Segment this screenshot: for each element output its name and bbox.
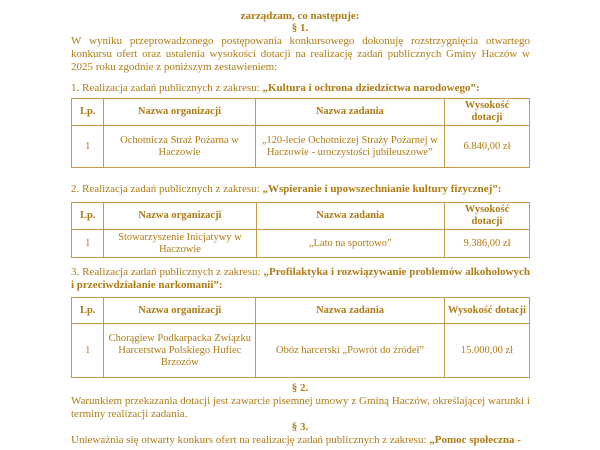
section-2-text: Warunkiem przekazania dotacji jest zawarcie pisemnej umowy z Gminą Haczów, określającej warunki i terminy realizacji zadania.	[71, 395, 530, 420]
item-1-title	[71, 82, 530, 95]
item-3-title	[71, 266, 530, 292]
col-task: Nazwa zadania	[256, 298, 445, 324]
cell-task: Obóz harcerski „Powrót do źródeł”	[256, 324, 445, 378]
table-2	[71, 202, 530, 258]
section-3-text	[71, 434, 530, 447]
cell-org: Ochotnicza Straż Pożarna w Haczowie	[104, 126, 255, 168]
cell-lp: 1	[72, 324, 104, 378]
col-org: Nazwa organizacji	[104, 203, 256, 230]
paragraph-1: W wyniku przeprowadzonego postępowania konkursowego dokonuję rozstrzygnięcia otwartego konkursu ofert oraz ustalenia wysokości dotacji na realizację zadań publicznych Gminy Haczów w 2025 roku zgodnie z poniższym zestawieniem:	[71, 35, 530, 73]
col-amount: Wysokość dotacji	[444, 298, 529, 324]
intro-line: zarządzam, co następuje:	[240, 10, 360, 22]
table-1	[71, 98, 530, 168]
section-3-prefix: Unieważnia się otwarty konkurs ofert na realizację zadań publicznych z zakresu:	[71, 434, 430, 446]
col-amount: Wysokość dotacji	[445, 99, 530, 126]
item-2-prefix: 2. Realizacja zadań publicznych z zakresu:	[71, 183, 263, 195]
cell-org: Chorągiew Podkarpacka Związku Harcerstwa Polskiego Hufiec Brzozów	[104, 324, 256, 378]
col-lp: Lp.	[72, 203, 104, 230]
table-3	[71, 297, 530, 378]
cell-amount: 15.000,00 zł	[444, 324, 529, 378]
col-lp: Lp.	[72, 99, 104, 126]
cell-amount: 9.386,00 zł	[445, 230, 530, 258]
item-1-area: „Kultura i ochrona dziedzictwa narodowego”:	[262, 82, 480, 94]
item-3-prefix: 3. Realizacja zadań publicznych z zakresu:	[71, 266, 264, 278]
col-org: Nazwa organizacji	[104, 298, 256, 324]
cell-lp: 1	[72, 126, 104, 168]
col-lp: Lp.	[72, 298, 104, 324]
col-task: Nazwa zadania	[256, 203, 445, 230]
item-1-prefix: 1. Realizacja zadań publicznych z zakresu:	[71, 82, 263, 94]
item-2-title	[71, 183, 530, 196]
cell-lp: 1	[72, 230, 104, 258]
section-3-bold: „Pomoc społeczna -	[429, 434, 521, 446]
table-row	[72, 230, 530, 258]
cell-task: „120-lecie Ochotniczej Straży Pożarnej w Haczowie - uroczystości jubileuszowe”	[255, 126, 444, 168]
item-2-area: „Wspieranie i upowszechnianie kultury fizycznej”:	[262, 183, 502, 195]
cell-amount: 6.840,00 zł	[445, 126, 530, 168]
section-3-heading: § 3.	[291, 421, 309, 433]
table-row	[72, 126, 530, 168]
col-amount: Wysokość dotacji	[445, 203, 530, 230]
item-3-area: „Profilaktyka i rozwiązywanie problemów alkoholowych i przeciwdziałanie narkomanii”:	[71, 266, 530, 291]
section-1-heading: § 1.	[291, 22, 309, 34]
cell-task: „Lato na sportowo”	[256, 230, 445, 258]
col-task: Nazwa zadania	[255, 99, 444, 126]
table-row	[72, 324, 530, 378]
section-2-heading: § 2.	[291, 382, 309, 394]
col-org: Nazwa organizacji	[104, 99, 255, 126]
cell-org: Stowarzyszenie Inicjatywy w Haczowie	[104, 230, 256, 258]
